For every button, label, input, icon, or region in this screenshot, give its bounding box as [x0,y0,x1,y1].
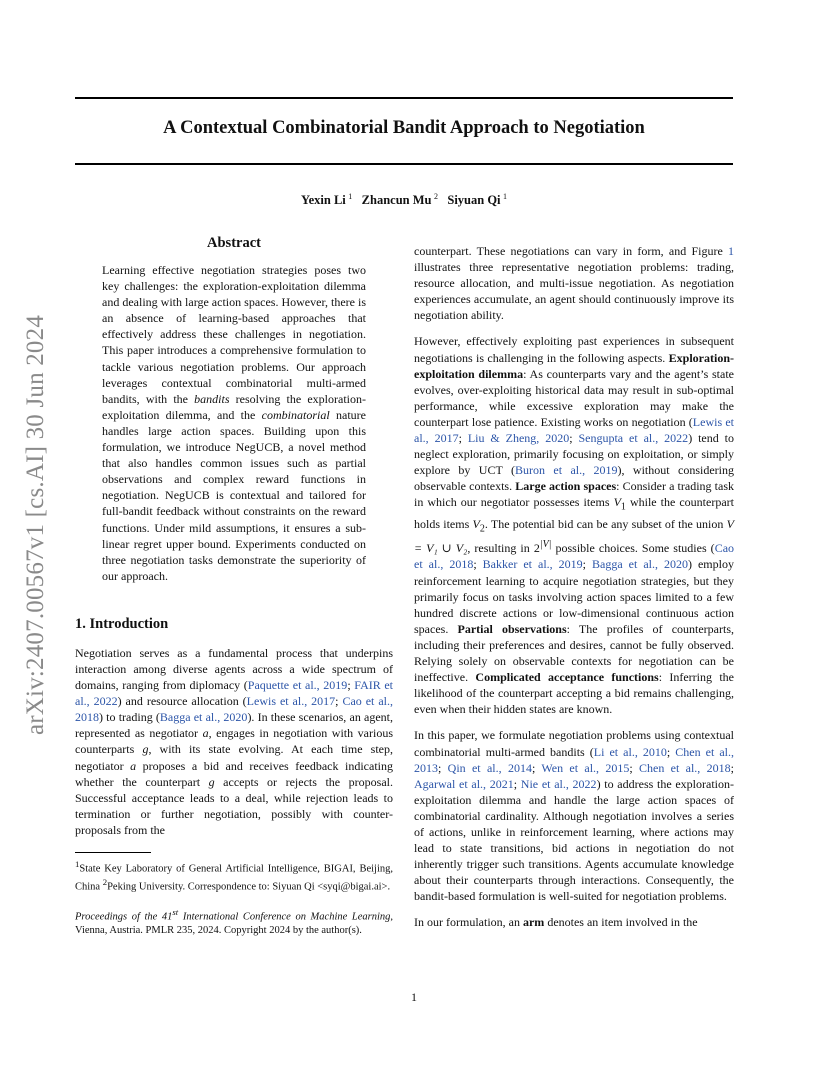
text-run: illustrates three representative negotiation problems: trading, resource allocation, and multi-issue negotiation. As negotiation experiences accumulate, an agent should continuously improve its negotiation ability. [414,260,734,323]
body-paragraph [414,914,734,930]
citation-link[interactable]: Chen et al., 2018 [639,760,731,775]
proceedings-note [75,906,393,938]
text-run: : Inferring the likelihood of the counterpart accepting a bid remains challenging, even when their hidden states are known. [414,670,734,717]
footnote-rule [75,852,151,853]
author-affiliation: 1 [348,192,353,201]
text-run: st [172,907,179,918]
intro-paragraph [75,645,393,838]
math-subscript: 2 [479,523,485,535]
paper-title: A Contextual Combinatorial Bandit Approach to Negotiation [163,118,645,138]
text-run: denotes an item involved in the [544,915,698,930]
text-run: International Conference on Machine Learning [178,911,391,923]
author-affiliation: 2 [434,192,438,201]
text-run: ; [629,760,640,775]
citation-link[interactable]: Wen et al., 2015 [541,760,630,775]
author-name: Siyuan Qi [447,193,501,208]
text-run: ). In these scenarios, an agent, represented as negotiator [75,710,393,741]
inline-heading: arm [522,915,545,930]
citation-link[interactable]: Buron et al., 2019 [514,463,618,478]
text-run: while the counterpart holds items [414,495,734,531]
citation-link[interactable]: Paquette et al., 2019 [247,678,348,693]
citation-link[interactable]: Lewis et al., 2017 [246,694,336,709]
figure-link[interactable]: 1 [728,244,734,258]
math-variable: g [142,742,149,757]
author-affiliation: 1 [503,192,508,201]
text-run: , with its state evolving. At each time step, negotiator [75,742,393,773]
text-run: proposes a bid and receives feedback indicating whether the counterpart [75,758,393,789]
text-run: State Key Laboratory of General Artificial Intelligence, BIGAI, Beijing, China [75,863,393,893]
citation-link[interactable]: Agarwal et al., 2021 [414,776,514,791]
citation-link[interactable]: Bakker et al., 2019 [482,557,583,572]
citation-link[interactable]: Li et al., 2010 [593,744,667,759]
text-run: In this paper, we formulate negotiation problems using contextual combinatorial multi-armed bandits ( [414,728,734,759]
inline-heading: Large action spaces [515,479,617,494]
text-run: accepts or rejects the proposal. Successful acceptance leads to a deal, while rejection leads to termination or further negotiation, possibly with counter-proposals from the [75,774,394,837]
affiliation-footnote [75,858,393,894]
abstract-part: nature handles large action spaces. Building upon this formulation, we introduce NegUCB, a novel method that also handles common issues such as partial observations and complex reward functions in negotiation. NegUCB is contextual and tailored for full-bandit feedback without constraints on the reward functions. Under mild assumptions, it ensures a sub-linear regret upper bound. Experiments conducted on three negotiation tasks demonstrate the superiority of our approach. [102,407,366,583]
text-run: ) and resource allocation ( [117,694,247,709]
text-run: ; [730,760,734,775]
text-run: counterpart. These negotiations can vary in form, and Figure [414,244,728,258]
citation-link[interactable]: Lewis et al., 2017 [414,414,734,446]
text-run: ; [458,431,468,446]
math-variable: V [472,516,480,531]
text-run: Negotiation serves as a fundamental process that underpins interaction among diverse agents across a wide spectrum of domains, ranging from diplomacy ( [75,645,393,693]
math-variable: a [202,726,209,741]
text-run: , engages in negotiation with various counterparts [75,726,393,757]
citation-link[interactable]: Sengupta et al., 2022 [578,431,689,446]
text-run: , resulting in [467,541,534,556]
abstract-part: Learning effective negotiation strategies poses two key challenges: the exploration-exploitation dilemma and dealing with large action spaces. However, there is an absence of learning-based approaches that effectively address these challenges in negotiation. This paper introduces a comprehensive formulation to tackle various negotiation problems. Our approach leverages contextual combinatorial multi-armed bandits, with the [102,263,366,406]
text-run: ) tend to neglect exploration, primarily focusing on exploitation, or simply explore by UCT ( [414,431,734,478]
math-exponent: |V| [539,539,552,551]
citation-link[interactable]: Chen et al., 2013 [414,744,735,775]
abstract-part: resolving the exploration-exploitation dilemma, and the [102,391,366,422]
text-run: : As counterparts vary and the agent’s state evolves, over-exploiting historical data may result in sub-optimal performance, while excessive exploration may make the counterpart lose patience. Existing works on negotiation ( [414,366,735,429]
text-run: : Consider a trading task in which our negotiator possesses items [414,479,734,510]
abstract-emphasis: combinatorial [261,407,330,422]
text-run: ; [335,694,343,709]
text-run: However, effectively exploiting past experiences in subsequent negotiations is challenging in the following aspects. [414,334,734,365]
page-number: 1 [411,990,417,1004]
math-variable: a [130,758,137,773]
math-subscript: 1 [620,501,626,513]
citation-link[interactable]: Nie et al., 2022 [520,776,597,791]
arxiv-stamp [15,295,57,755]
text-run: ; [531,760,542,775]
body-paragraph [414,333,734,717]
body-paragraph [414,243,734,323]
math-expression: 2 [533,541,540,556]
citation-link[interactable]: Qin et al., 2014 [447,760,532,775]
text-run: ; [347,678,355,693]
text-run: ) employ reinforcement learning to acquire negotiation strategies, but they primarily focus on tasks involving action spaces limited to a few hundred discrete actions or low-dimensional continuous action spaces. [414,557,734,636]
text-run: ), without considering observable contexts. [414,463,734,494]
body-paragraph [414,727,734,904]
inline-heading: Exploration-exploitation dilemma [414,350,734,381]
text-run: possible choices. Some studies ( [551,541,715,556]
author-list [75,192,733,208]
citation-link[interactable]: Cao et al., 2018 [75,694,393,725]
abstract-emphasis: bandits [194,391,230,406]
text-run: , Vienna, Austria. PMLR 235, 2024. Copyright 2024 by the author(s). [75,911,393,937]
left-column [75,235,393,938]
abstract-heading: Abstract [207,235,261,251]
inline-heading: Complicated acceptance functions [475,670,659,685]
text-run: . The potential bid can be any subset of the union [484,516,727,531]
citation-link[interactable]: FAIR et al., 2022 [75,678,394,709]
author-name: Yexin Li [300,193,346,208]
text-run: In our formulation, an [414,915,523,930]
footnote-marker: 1 [75,859,80,869]
author-name: Zhancun Mu [361,193,432,208]
title-rule-bottom [75,163,733,165]
inline-heading: Partial observations [457,621,567,636]
math-variable: g [208,774,215,789]
right-column [414,243,734,931]
text-run: ) to address the exploration-exploitation dilemma and handle the large action spaces of combinatorial cardinality. Although negotiation involves a series of actions, unlike in reinforcement learning, where actions may lead to state transitions, bid actions in negotiation do not inherently trigger such transitions. Agents accumulate knowledge about their counterparts through interactions. Consequently, the bandit-based formulation is well-suited for negotiation problems. [414,776,734,904]
text-run: ; [666,744,676,759]
citation-link[interactable]: Cao et al., 2018 [414,541,735,572]
arxiv-stamp-text: arXiv:2407.00567v1 [cs.AI] 30 Jun 2024 [22,314,49,736]
text-run: Proceedings of the [75,911,162,923]
footnote-marker: 2 [102,877,108,888]
citation-link[interactable]: Liu & Zheng, 2020 [467,431,570,446]
abstract-text [102,262,366,584]
math-variable: V [613,495,621,510]
text-run: ; [438,760,448,775]
math-expression: V = V₁ ∪ V₂ [414,516,734,556]
section-heading-introduction: 1. Introduction [75,615,169,632]
text-run: ) to trading ( [99,710,160,725]
text-run: ; [513,776,521,791]
text-run: ; [473,557,483,572]
text-run: Peking University. Correspondence to: Siyuan Qi <syqi@bigai.ai>. [107,881,391,893]
text-run: 41 [161,911,173,923]
citation-link[interactable]: Bagga et al., 2020 [159,710,248,725]
text-run: ; [569,431,579,446]
text-run: : The profiles of counterparts, including their preferences and desires, cannot be fully observed. Relying solely on observable contexts for negotiation can be ineffective. [414,621,734,685]
title-rule-top [75,97,733,99]
text-run: ; [582,557,592,572]
citation-link[interactable]: Bagga et al., 2020 [592,557,688,572]
